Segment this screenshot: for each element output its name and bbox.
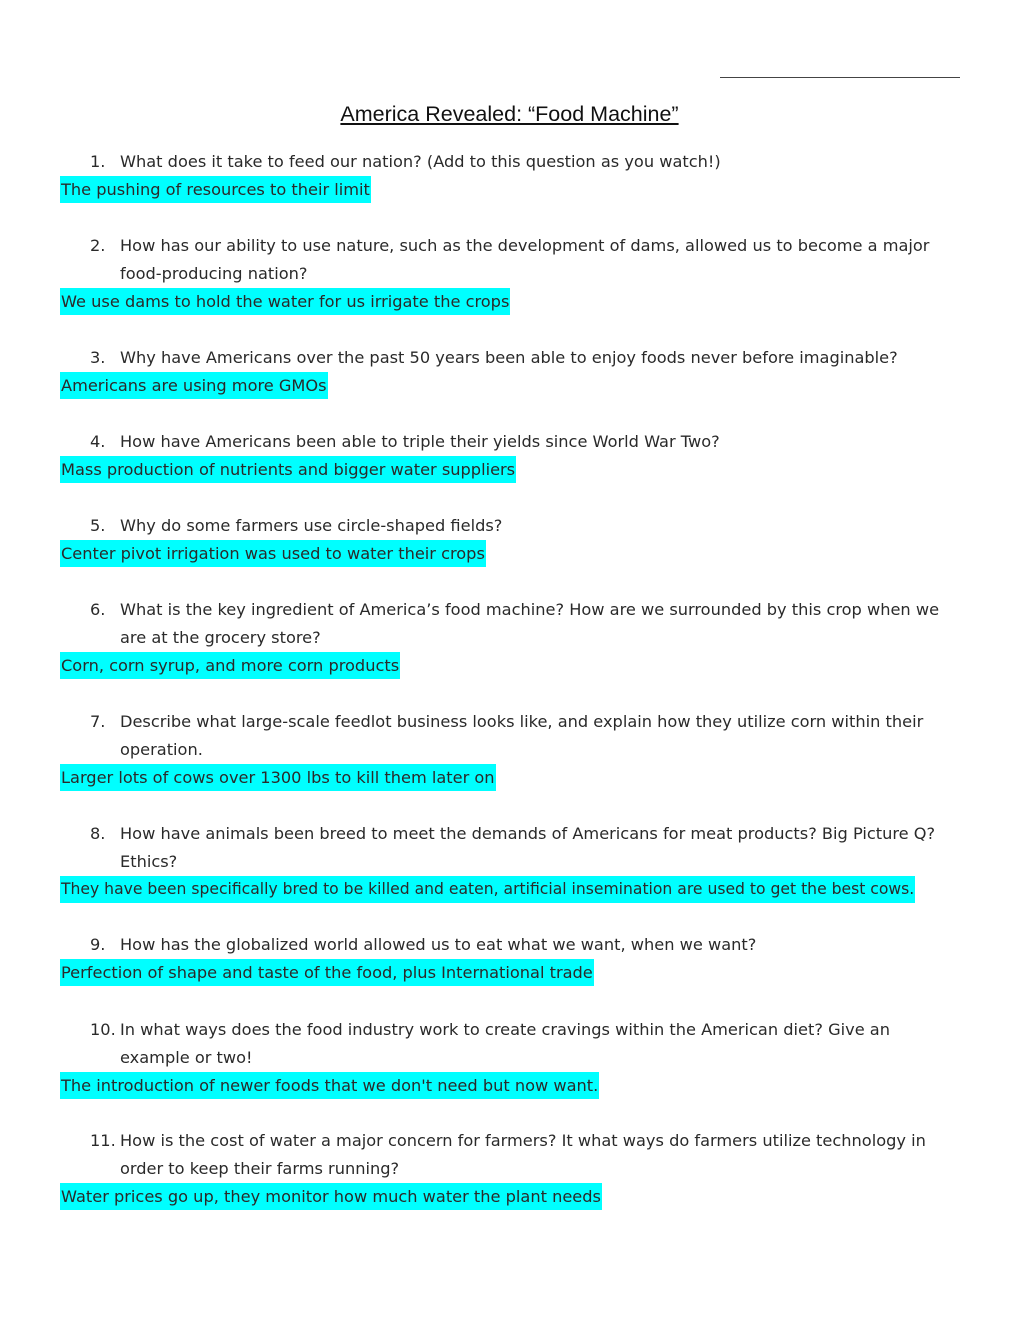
question-number: 2. xyxy=(90,236,106,255)
question-block-5 xyxy=(0,512,1019,567)
question-number: 8. xyxy=(90,824,106,843)
question-text: Describe what large-scale feedlot business looks like, and explain how they utilize corn within their operation. xyxy=(120,712,924,759)
question-block-4 xyxy=(0,428,1019,483)
question-text: How have Americans been able to triple their yields since World War Two? xyxy=(120,432,720,451)
question-block-9 xyxy=(0,931,1019,986)
question-text: How has the globalized world allowed us to eat what we want, when we want? xyxy=(120,935,757,954)
question-block-6 xyxy=(0,596,1019,679)
answer-2[interactable]: We use dams to hold the water for us irrigate the crops xyxy=(60,288,510,315)
question-number: 7. xyxy=(90,712,106,731)
question-2 xyxy=(90,232,960,288)
answer-9[interactable]: Perfection of shape and taste of the food, plus International trade xyxy=(60,959,594,986)
question-number: 10. xyxy=(90,1020,116,1039)
question-text: How is the cost of water a major concern for farmers? It what ways do farmers utilize technology in order to keep their farms running? xyxy=(120,1131,926,1178)
question-6 xyxy=(90,596,960,652)
question-number: 1. xyxy=(90,152,106,171)
question-number: 11. xyxy=(90,1131,116,1150)
question-11 xyxy=(90,1127,960,1183)
question-4 xyxy=(90,428,960,456)
question-9 xyxy=(90,931,960,959)
answer-8[interactable]: They have been specifically bred to be killed and eaten, artificial insemination are used to get the best cows. xyxy=(60,876,915,903)
question-8 xyxy=(90,820,960,876)
question-text: Why do some farmers use circle-shaped fields? xyxy=(120,516,503,535)
question-block-2 xyxy=(0,232,1019,315)
question-text: How have animals been breed to meet the demands of Americans for meat products? Big Picture Q? Ethics? xyxy=(120,824,936,871)
question-number: 4. xyxy=(90,432,106,451)
question-text: What is the key ingredient of America’s food machine? How are we surrounded by this crop when we are at the grocery store? xyxy=(120,600,940,647)
question-block-10 xyxy=(0,1016,1019,1099)
answer-10[interactable]: The introduction of newer foods that we don't need but now want. xyxy=(60,1072,599,1099)
question-10 xyxy=(90,1016,960,1072)
answer-3[interactable]: Americans are using more GMOs xyxy=(60,372,328,399)
answer-5[interactable]: Center pivot irrigation was used to water their crops xyxy=(60,540,486,567)
question-text: What does it take to feed our nation? (Add to this question as you watch!) xyxy=(120,152,721,171)
answer-4[interactable]: Mass production of nutrients and bigger water suppliers xyxy=(60,456,516,483)
question-number: 9. xyxy=(90,935,106,954)
answer-11[interactable]: Water prices go up, they monitor how much water the plant needs xyxy=(60,1183,602,1210)
page-title: America Revealed: “Food Machine” xyxy=(340,102,679,126)
question-block-3 xyxy=(0,344,1019,399)
question-block-1 xyxy=(0,148,1019,203)
question-3 xyxy=(90,344,960,372)
answer-7[interactable]: Larger lots of cows over 1300 lbs to kill them later on xyxy=(60,764,496,791)
question-number: 5. xyxy=(90,516,106,535)
question-number: 3. xyxy=(90,348,106,367)
question-7 xyxy=(90,708,960,764)
question-text: How has our ability to use nature, such as the development of dams, allowed us to become a major food-producing nation? xyxy=(120,236,930,283)
question-1 xyxy=(90,148,960,176)
name-blank-line xyxy=(720,77,960,78)
question-5 xyxy=(90,512,960,540)
answer-1[interactable]: The pushing of resources to their limit xyxy=(60,176,371,203)
answer-6[interactable]: Corn, corn syrup, and more corn products xyxy=(60,652,400,679)
question-text: Why have Americans over the past 50 years been able to enjoy foods never before imaginable? xyxy=(120,348,898,367)
question-block-11 xyxy=(0,1127,1019,1210)
question-number: 6. xyxy=(90,600,106,619)
question-block-8 xyxy=(0,820,1019,903)
question-text: In what ways does the food industry work to create cravings within the American diet? Give an example or two! xyxy=(120,1020,890,1067)
question-block-7 xyxy=(0,708,1019,791)
